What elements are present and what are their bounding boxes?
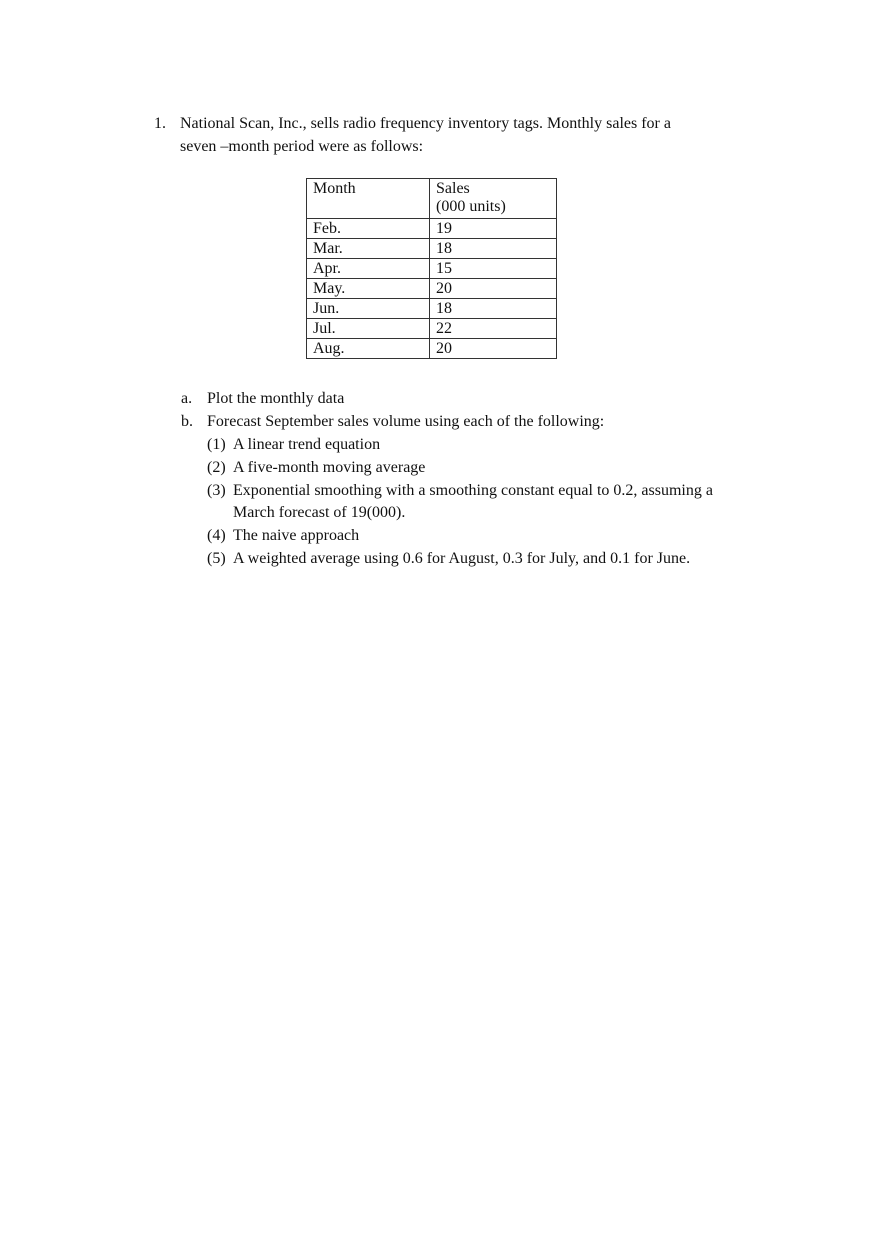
month-cell: May. xyxy=(307,279,430,299)
table-header-row xyxy=(307,179,557,219)
sales-cell: 18 xyxy=(430,299,557,319)
part-a-label: a. xyxy=(181,390,193,407)
option-label: (5) xyxy=(207,550,226,567)
sales-cell: 19 xyxy=(430,219,557,239)
month-cell: Mar. xyxy=(307,239,430,259)
table-row xyxy=(307,259,557,279)
option-label: (4) xyxy=(207,527,226,544)
option-text: A five-month moving average xyxy=(233,459,426,476)
month-cell: Feb. xyxy=(307,219,430,239)
option-text: The naive approach xyxy=(233,527,360,544)
table-row xyxy=(307,239,557,259)
month-cell: Apr. xyxy=(307,259,430,279)
sales-table xyxy=(306,178,557,359)
table-row xyxy=(307,299,557,319)
sales-cell: 20 xyxy=(430,339,557,359)
option-text: A weighted average using 0.6 for August, 0.3 for July, and 0.1 for June. xyxy=(233,550,691,567)
table-row xyxy=(307,339,557,359)
table-row xyxy=(307,219,557,239)
option-label: (3) xyxy=(207,482,226,499)
part-a-text: Plot the monthly data xyxy=(207,390,345,407)
option-label: (1) xyxy=(207,436,226,453)
option-text: A linear trend equation xyxy=(233,436,381,453)
part-b-text: Forecast September sales volume using each of the following: xyxy=(207,413,605,430)
header-sales xyxy=(430,179,557,219)
table-row xyxy=(307,319,557,339)
header-month-label: Month xyxy=(313,180,356,197)
month-cell: Aug. xyxy=(307,339,430,359)
part-b-label: b. xyxy=(181,413,193,430)
sales-cell: 22 xyxy=(430,319,557,339)
question-text-line-1: National Scan, Inc., sells radio frequency inventory tags. Monthly sales for a xyxy=(180,115,671,132)
header-sales-label: Sales xyxy=(436,180,470,197)
month-cell: Jul. xyxy=(307,319,430,339)
sales-cell: 18 xyxy=(430,239,557,259)
header-month xyxy=(307,179,430,219)
sales-cell: 20 xyxy=(430,279,557,299)
option-label: (2) xyxy=(207,459,226,476)
question-number: 1. xyxy=(154,115,166,132)
sales-cell: 15 xyxy=(430,259,557,279)
option-text-continued: March forecast of 19(000). xyxy=(233,504,406,521)
table-row xyxy=(307,279,557,299)
month-cell: Jun. xyxy=(307,299,430,319)
header-sales-units: (000 units) xyxy=(436,198,506,215)
option-text: Exponential smoothing with a smoothing constant equal to 0.2, assuming a xyxy=(233,482,713,499)
question-text-line-2: seven –month period were as follows: xyxy=(180,138,424,155)
